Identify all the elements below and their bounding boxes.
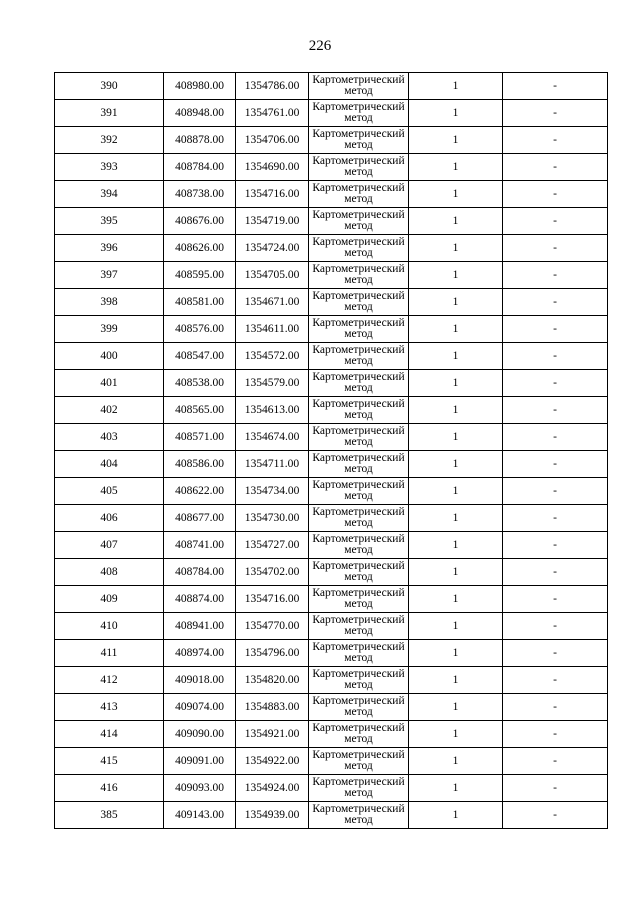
method-line-1: Картометрический [312, 749, 405, 761]
note-cell: - [503, 154, 608, 181]
y-coordinate-cell: 1354613.00 [236, 397, 309, 424]
y-coordinate-cell: 1354711.00 [236, 451, 309, 478]
table-row [55, 802, 608, 829]
accuracy-cell: 1 [409, 208, 503, 235]
accuracy-cell: 1 [409, 424, 503, 451]
point-number-cell: 408 [55, 559, 164, 586]
table-row [55, 208, 608, 235]
accuracy-cell: 1 [409, 667, 503, 694]
point-number-cell: 390 [55, 73, 164, 100]
x-coordinate-cell: 408941.00 [164, 613, 236, 640]
point-number-cell: 396 [55, 235, 164, 262]
method-line-2: метод [344, 220, 373, 232]
method-cell [309, 748, 409, 775]
note-cell: - [503, 73, 608, 100]
method-cell [309, 181, 409, 208]
accuracy-cell: 1 [409, 397, 503, 424]
x-coordinate-cell: 408622.00 [164, 478, 236, 505]
accuracy-cell: 1 [409, 127, 503, 154]
note-cell: - [503, 208, 608, 235]
table-row [55, 748, 608, 775]
x-coordinate-cell: 408676.00 [164, 208, 236, 235]
note-cell: - [503, 640, 608, 667]
table-row [55, 181, 608, 208]
method-line-2: метод [344, 247, 373, 259]
point-number-cell: 394 [55, 181, 164, 208]
method-cell [309, 802, 409, 829]
note-cell: - [503, 802, 608, 829]
method-line-2: метод [344, 490, 373, 502]
method-line-1: Картометрический [312, 533, 405, 545]
y-coordinate-cell: 1354730.00 [236, 505, 309, 532]
method-line-2: метод [344, 679, 373, 691]
point-number-cell: 404 [55, 451, 164, 478]
method-line-1: Картометрический [312, 587, 405, 599]
table-row [55, 775, 608, 802]
table-row [55, 154, 608, 181]
method-cell [309, 127, 409, 154]
accuracy-cell: 1 [409, 748, 503, 775]
method-line-2: метод [344, 382, 373, 394]
method-line-1: Картометрический [312, 803, 405, 815]
point-number-cell: 409 [55, 586, 164, 613]
point-number-cell: 416 [55, 775, 164, 802]
x-coordinate-cell: 408565.00 [164, 397, 236, 424]
method-line-1: Картометрический [312, 155, 405, 167]
x-coordinate-cell: 408595.00 [164, 262, 236, 289]
method-line-1: Картометрический [312, 641, 405, 653]
y-coordinate-cell: 1354702.00 [236, 559, 309, 586]
method-line-2: метод [344, 166, 373, 178]
method-cell [309, 397, 409, 424]
method-line-2: метод [344, 328, 373, 340]
method-line-2: метод [344, 517, 373, 529]
accuracy-cell: 1 [409, 640, 503, 667]
y-coordinate-cell: 1354579.00 [236, 370, 309, 397]
note-cell: - [503, 532, 608, 559]
method-cell [309, 73, 409, 100]
table-row [55, 721, 608, 748]
x-coordinate-cell: 408538.00 [164, 370, 236, 397]
method-line-2: метод [344, 598, 373, 610]
point-number-cell: 405 [55, 478, 164, 505]
y-coordinate-cell: 1354727.00 [236, 532, 309, 559]
x-coordinate-cell: 408571.00 [164, 424, 236, 451]
method-cell [309, 316, 409, 343]
method-cell [309, 721, 409, 748]
method-line-1: Картометрический [312, 398, 405, 410]
point-number-cell: 397 [55, 262, 164, 289]
accuracy-cell: 1 [409, 478, 503, 505]
method-line-1: Картометрический [312, 74, 405, 86]
note-cell: - [503, 667, 608, 694]
method-line-1: Картометрический [312, 128, 405, 140]
note-cell: - [503, 289, 608, 316]
point-number-cell: 411 [55, 640, 164, 667]
method-cell [309, 424, 409, 451]
note-cell: - [503, 559, 608, 586]
method-cell [309, 343, 409, 370]
accuracy-cell: 1 [409, 505, 503, 532]
x-coordinate-cell: 409018.00 [164, 667, 236, 694]
method-line-2: метод [344, 274, 373, 286]
accuracy-cell: 1 [409, 775, 503, 802]
method-line-2: метод [344, 112, 373, 124]
method-line-2: метод [344, 301, 373, 313]
method-line-2: метод [344, 571, 373, 583]
x-coordinate-cell: 408878.00 [164, 127, 236, 154]
table-row [55, 586, 608, 613]
note-cell: - [503, 181, 608, 208]
method-line-2: метод [344, 814, 373, 826]
note-cell: - [503, 397, 608, 424]
point-number-cell: 413 [55, 694, 164, 721]
point-number-cell: 415 [55, 748, 164, 775]
method-line-1: Картометрический [312, 317, 405, 329]
note-cell: - [503, 721, 608, 748]
point-number-cell: 406 [55, 505, 164, 532]
accuracy-cell: 1 [409, 343, 503, 370]
table-row [55, 289, 608, 316]
accuracy-cell: 1 [409, 613, 503, 640]
y-coordinate-cell: 1354770.00 [236, 613, 309, 640]
method-line-1: Картометрический [312, 371, 405, 383]
y-coordinate-cell: 1354671.00 [236, 289, 309, 316]
method-line-2: метод [344, 544, 373, 556]
method-line-1: Картометрический [312, 236, 405, 248]
x-coordinate-cell: 408874.00 [164, 586, 236, 613]
point-number-cell: 399 [55, 316, 164, 343]
table-row [55, 694, 608, 721]
method-cell [309, 478, 409, 505]
method-cell [309, 640, 409, 667]
accuracy-cell: 1 [409, 721, 503, 748]
y-coordinate-cell: 1354796.00 [236, 640, 309, 667]
method-line-2: метод [344, 409, 373, 421]
accuracy-cell: 1 [409, 316, 503, 343]
accuracy-cell: 1 [409, 100, 503, 127]
point-number-cell: 393 [55, 154, 164, 181]
point-number-cell: 398 [55, 289, 164, 316]
x-coordinate-cell: 408974.00 [164, 640, 236, 667]
method-line-2: метод [344, 193, 373, 205]
accuracy-cell: 1 [409, 262, 503, 289]
point-number-cell: 395 [55, 208, 164, 235]
method-line-2: метод [344, 706, 373, 718]
method-line-2: метод [344, 436, 373, 448]
method-cell [309, 289, 409, 316]
x-coordinate-cell: 408677.00 [164, 505, 236, 532]
x-coordinate-cell: 409074.00 [164, 694, 236, 721]
method-line-2: метод [344, 625, 373, 637]
method-line-1: Картометрический [312, 101, 405, 113]
x-coordinate-cell: 409090.00 [164, 721, 236, 748]
method-line-2: метод [344, 787, 373, 799]
note-cell: - [503, 505, 608, 532]
y-coordinate-cell: 1354939.00 [236, 802, 309, 829]
method-cell [309, 586, 409, 613]
point-number-cell: 385 [55, 802, 164, 829]
method-line-2: метод [344, 85, 373, 97]
x-coordinate-cell: 408626.00 [164, 235, 236, 262]
method-line-2: метод [344, 355, 373, 367]
y-coordinate-cell: 1354924.00 [236, 775, 309, 802]
y-coordinate-cell: 1354922.00 [236, 748, 309, 775]
method-line-1: Картометрический [312, 722, 405, 734]
point-number-cell: 400 [55, 343, 164, 370]
accuracy-cell: 1 [409, 181, 503, 208]
accuracy-cell: 1 [409, 73, 503, 100]
y-coordinate-cell: 1354820.00 [236, 667, 309, 694]
note-cell: - [503, 424, 608, 451]
note-cell: - [503, 586, 608, 613]
x-coordinate-cell: 408586.00 [164, 451, 236, 478]
table-row [55, 343, 608, 370]
method-line-1: Картометрический [312, 479, 405, 491]
method-cell [309, 235, 409, 262]
point-number-cell: 392 [55, 127, 164, 154]
method-cell [309, 262, 409, 289]
method-line-2: метод [344, 760, 373, 772]
accuracy-cell: 1 [409, 154, 503, 181]
accuracy-cell: 1 [409, 532, 503, 559]
method-line-1: Картометрический [312, 614, 405, 626]
table-row [55, 235, 608, 262]
table-row [55, 424, 608, 451]
method-line-2: метод [344, 139, 373, 151]
method-line-1: Картометрический [312, 776, 405, 788]
point-number-cell: 403 [55, 424, 164, 451]
accuracy-cell: 1 [409, 289, 503, 316]
table-row [55, 451, 608, 478]
method-line-1: Картометрический [312, 209, 405, 221]
method-line-2: метод [344, 652, 373, 664]
point-number-cell: 407 [55, 532, 164, 559]
note-cell: - [503, 235, 608, 262]
method-line-1: Картометрический [312, 344, 405, 356]
note-cell: - [503, 100, 608, 127]
y-coordinate-cell: 1354921.00 [236, 721, 309, 748]
accuracy-cell: 1 [409, 802, 503, 829]
x-coordinate-cell: 408576.00 [164, 316, 236, 343]
x-coordinate-cell: 408948.00 [164, 100, 236, 127]
y-coordinate-cell: 1354883.00 [236, 694, 309, 721]
y-coordinate-cell: 1354734.00 [236, 478, 309, 505]
table-row [55, 262, 608, 289]
method-line-1: Картометрический [312, 425, 405, 437]
table-row [55, 127, 608, 154]
accuracy-cell: 1 [409, 694, 503, 721]
method-cell [309, 694, 409, 721]
y-coordinate-cell: 1354716.00 [236, 181, 309, 208]
coordinates-table-body [55, 73, 608, 829]
note-cell: - [503, 370, 608, 397]
x-coordinate-cell: 408547.00 [164, 343, 236, 370]
method-cell [309, 208, 409, 235]
point-number-cell: 401 [55, 370, 164, 397]
x-coordinate-cell: 408741.00 [164, 532, 236, 559]
method-line-1: Картометрический [312, 290, 405, 302]
x-coordinate-cell: 409091.00 [164, 748, 236, 775]
page-number: 226 [308, 38, 332, 54]
accuracy-cell: 1 [409, 586, 503, 613]
accuracy-cell: 1 [409, 370, 503, 397]
method-line-1: Картометрический [312, 452, 405, 464]
table-row [55, 370, 608, 397]
x-coordinate-cell: 408784.00 [164, 154, 236, 181]
table-row [55, 316, 608, 343]
y-coordinate-cell: 1354706.00 [236, 127, 309, 154]
note-cell: - [503, 748, 608, 775]
table-row [55, 532, 608, 559]
accuracy-cell: 1 [409, 451, 503, 478]
point-number-cell: 402 [55, 397, 164, 424]
method-cell [309, 775, 409, 802]
y-coordinate-cell: 1354716.00 [236, 586, 309, 613]
accuracy-cell: 1 [409, 559, 503, 586]
y-coordinate-cell: 1354572.00 [236, 343, 309, 370]
method-cell [309, 613, 409, 640]
note-cell: - [503, 343, 608, 370]
point-number-cell: 414 [55, 721, 164, 748]
note-cell: - [503, 451, 608, 478]
method-cell [309, 370, 409, 397]
y-coordinate-cell: 1354724.00 [236, 235, 309, 262]
table-row [55, 397, 608, 424]
table-row [55, 478, 608, 505]
method-line-2: метод [344, 733, 373, 745]
x-coordinate-cell: 408980.00 [164, 73, 236, 100]
method-line-1: Картометрический [312, 695, 405, 707]
method-line-1: Картометрический [312, 668, 405, 680]
method-cell [309, 100, 409, 127]
y-coordinate-cell: 1354674.00 [236, 424, 309, 451]
table-row [55, 100, 608, 127]
table-row [55, 559, 608, 586]
x-coordinate-cell: 409143.00 [164, 802, 236, 829]
table-row [55, 505, 608, 532]
note-cell: - [503, 775, 608, 802]
method-cell [309, 532, 409, 559]
y-coordinate-cell: 1354786.00 [236, 73, 309, 100]
table-row [55, 667, 608, 694]
method-line-1: Картометрический [312, 506, 405, 518]
y-coordinate-cell: 1354611.00 [236, 316, 309, 343]
note-cell: - [503, 262, 608, 289]
method-cell [309, 505, 409, 532]
note-cell: - [503, 613, 608, 640]
y-coordinate-cell: 1354719.00 [236, 208, 309, 235]
coordinates-table [54, 72, 608, 829]
point-number-cell: 410 [55, 613, 164, 640]
y-coordinate-cell: 1354705.00 [236, 262, 309, 289]
method-line-1: Картометрический [312, 560, 405, 572]
note-cell: - [503, 316, 608, 343]
accuracy-cell: 1 [409, 235, 503, 262]
x-coordinate-cell: 408784.00 [164, 559, 236, 586]
x-coordinate-cell: 408581.00 [164, 289, 236, 316]
y-coordinate-cell: 1354690.00 [236, 154, 309, 181]
x-coordinate-cell: 409093.00 [164, 775, 236, 802]
method-cell [309, 667, 409, 694]
y-coordinate-cell: 1354761.00 [236, 100, 309, 127]
table-row [55, 613, 608, 640]
method-cell [309, 154, 409, 181]
table-row [55, 640, 608, 667]
method-line-1: Картометрический [312, 263, 405, 275]
method-cell [309, 559, 409, 586]
point-number-cell: 412 [55, 667, 164, 694]
point-number-cell: 391 [55, 100, 164, 127]
method-line-2: метод [344, 463, 373, 475]
method-cell [309, 451, 409, 478]
note-cell: - [503, 694, 608, 721]
note-cell: - [503, 478, 608, 505]
table-row [55, 73, 608, 100]
method-line-1: Картометрический [312, 182, 405, 194]
note-cell: - [503, 127, 608, 154]
x-coordinate-cell: 408738.00 [164, 181, 236, 208]
